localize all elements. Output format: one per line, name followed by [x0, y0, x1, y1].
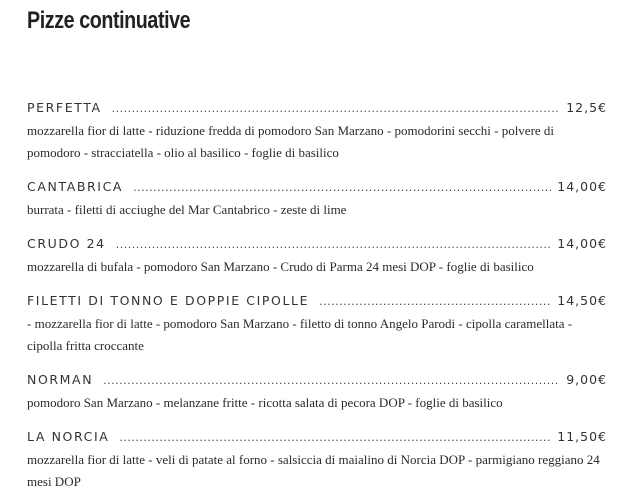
- menu-item-name: PERFETTA: [27, 100, 102, 115]
- menu-item-name: FILETTI DI TONNO E DOPPIE CIPOLLE: [27, 293, 310, 308]
- menu-item-perfetta: [27, 100, 607, 164]
- menu-item-crudo-24: [27, 236, 607, 278]
- menu-item-price: 9,00€: [566, 372, 607, 387]
- dotted-leader: [112, 102, 561, 115]
- menu-item-name: CANTABRICA: [27, 179, 124, 194]
- menu-item-name: LA NORCIA: [27, 429, 110, 444]
- menu-item-price: 14,00€: [557, 236, 607, 251]
- menu-item-norman: [27, 372, 607, 414]
- page-title: Pizze continuative: [27, 7, 191, 34]
- menu-item-price: 12,5€: [566, 100, 607, 115]
- dotted-leader: [116, 238, 552, 251]
- menu-item-description: burrata - filetti di acciughe del Mar Cantabrico - zeste di lime: [27, 202, 347, 217]
- menu-item-name: CRUDO 24: [27, 236, 106, 251]
- menu-item-price: 14,00€: [557, 179, 607, 194]
- menu-item-name: NORMAN: [27, 372, 94, 387]
- dotted-leader: [133, 181, 551, 194]
- menu-item-price: 14,50€: [557, 293, 607, 308]
- dotted-leader: [319, 295, 551, 308]
- menu-item-filetti-di-tonno: [27, 293, 607, 357]
- menu-item-description: - mozzarella fior di latte - pomodoro San Marzano - filetto di tonno Angelo Parodi - cipolla caramellata - cipolla fritta croccante: [27, 316, 573, 353]
- menu-item-header: [27, 236, 607, 254]
- menu-item-header: [27, 429, 607, 447]
- menu-item-description: mozzarella fior di latte - riduzione fredda di pomodoro San Marzano - pomodorini secchi - polvere di pomodoro - stracciatella - olio al basilico - foglie di basilico: [27, 123, 555, 160]
- menu-item-description: mozzarella di bufala - pomodoro San Marzano - Crudo di Parma 24 mesi DOP - foglie di basilico: [27, 259, 534, 274]
- dotted-leader: [119, 431, 551, 444]
- menu-item-price: 11,50€: [557, 429, 607, 444]
- menu-item-header: [27, 100, 607, 118]
- menu-item-description: pomodoro San Marzano - melanzane fritte - ricotta salata di pecora DOP - foglie di basilico: [27, 395, 503, 410]
- menu-list: [27, 100, 607, 495]
- menu-item-header: [27, 179, 607, 197]
- menu-item-la-norcia: [27, 429, 607, 493]
- menu-item-cantabrica: [27, 179, 607, 221]
- dotted-leader: [103, 374, 560, 387]
- menu-item-description: mozzarella fior di latte - veli di patate al forno - salsiccia di maialino di Norcia DOP - parmigiano reggiano 24 mesi DOP: [27, 452, 600, 489]
- menu-item-header: [27, 293, 607, 311]
- menu-item-header: [27, 372, 607, 390]
